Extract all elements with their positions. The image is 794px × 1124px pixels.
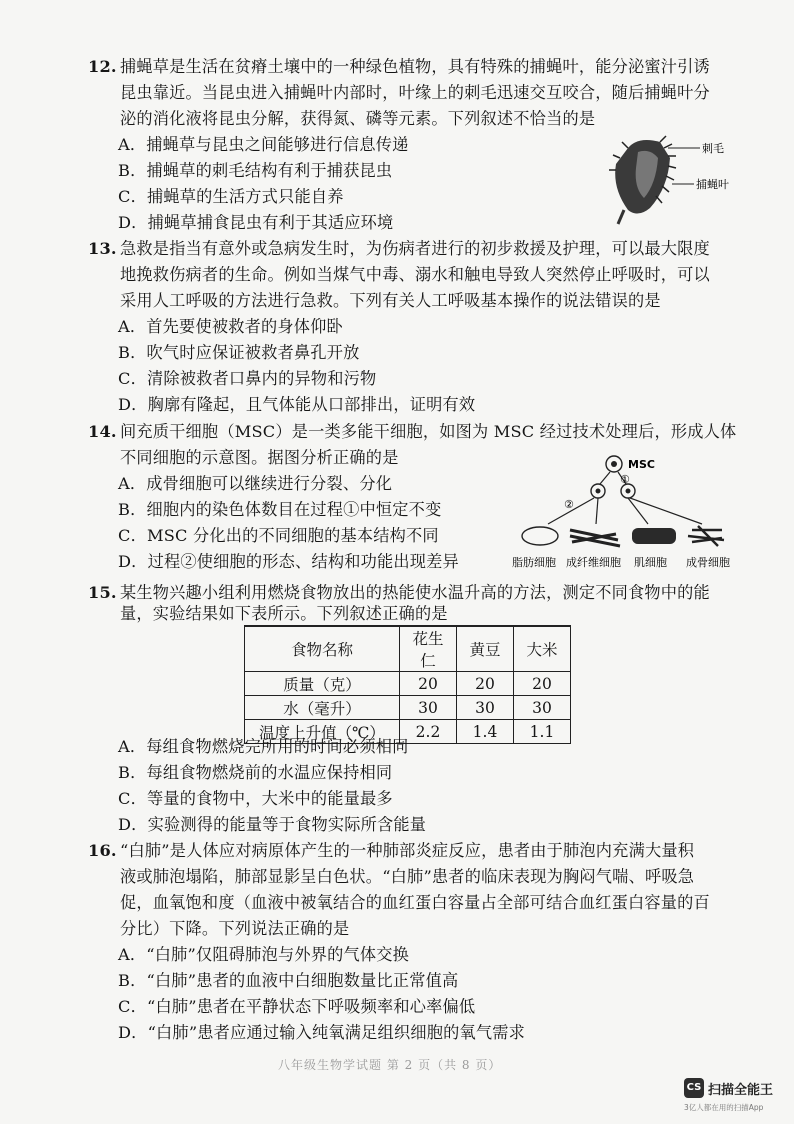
q12-option-a: A．捕蝇草与昆虫之间能够进行信息传递 <box>118 135 409 154</box>
table-cell: 30 <box>457 696 514 720</box>
q16-stem-line-2: 液或肺泡塌陷，肺部显影呈白色状。“白肺”患者的临床表现为胸闷气喘、呼吸急 <box>120 867 695 886</box>
scanner-app-badge <box>684 1078 784 1118</box>
q13-stem-line-3: 采用人工呼吸的方法进行急救。下列有关人工呼吸基本操作的说法错误的是 <box>120 291 661 310</box>
table-cell: 30 <box>514 696 571 720</box>
table-cell: 20 <box>400 672 457 696</box>
q12-option-c: C．捕蝇草的生活方式只能自养 <box>118 187 344 206</box>
q12-option-d: D．捕蝇草捕食昆虫有利于其适应环境 <box>118 213 394 232</box>
q16-option-c: C．“白肺”患者在平静状态下呼吸频率和心率偏低 <box>118 997 476 1016</box>
q14-option-b: B．细胞内的染色体数目在过程①中恒定不变 <box>118 500 442 519</box>
osteoblast-shape <box>688 526 724 546</box>
table-cell: 1.4 <box>457 720 514 744</box>
venus-flytrap-figure <box>598 128 758 226</box>
msc-differentiation-figure <box>508 450 748 572</box>
table-header-cell: 黄豆 <box>457 626 514 672</box>
table-cell: 1.1 <box>514 720 571 744</box>
table-cell: 温度上升值（℃） <box>245 720 400 744</box>
q12-stem-line-3: 泌的消化液将昆虫分解，获得氮、磷等元素。下列叙述不恰当的是 <box>120 109 596 128</box>
scanner-app-name: 扫描全能王 <box>708 1083 774 1098</box>
table-row <box>245 696 571 720</box>
table-row <box>245 672 571 696</box>
q15-stem-line-2: 量，实验结果如下表所示。下列叙述正确的是 <box>120 604 448 623</box>
cell-label-muscle: 肌细胞 <box>634 556 667 569</box>
cell-label-osteoblast: 成骨细胞 <box>686 556 730 569</box>
q13-stem-line-2: 地挽救伤病者的生命。例如当煤气中毒、溺水和触电导致人突然停止呼吸时，可以 <box>120 265 710 284</box>
q13-number: 13. <box>88 239 117 258</box>
q12-number: 12. <box>88 57 117 76</box>
table-header-row <box>245 626 571 672</box>
msc-label: MSC <box>628 458 655 471</box>
q15-option-a: A．每组食物燃烧完所用的时间必须相同 <box>118 737 409 756</box>
table-cell: 20 <box>514 672 571 696</box>
process-2-label: ② <box>564 498 574 511</box>
table-cell: 30 <box>400 696 457 720</box>
q14-option-a: A．成骨细胞可以继续进行分裂、分化 <box>118 474 393 493</box>
q16-number: 16. <box>88 841 117 860</box>
label-spine: 刺毛 <box>702 142 724 155</box>
fibroblast-shape <box>570 530 620 546</box>
q14-number: 14. <box>88 422 117 441</box>
q13-option-c: C．清除被救者口鼻内的异物和污物 <box>118 369 377 388</box>
cell-label-adipocyte: 脂肪细胞 <box>512 556 556 569</box>
table-cell: 2.2 <box>400 720 457 744</box>
q13-option-d: D．胸廓有隆起，且气体能从口部排出，证明有效 <box>118 395 476 414</box>
muscle-cell-shape <box>632 528 676 544</box>
q16-option-d: D．“白肺”患者应通过输入纯氧满足组织细胞的氧气需求 <box>118 1023 526 1042</box>
q13-option-a: A．首先要使被救者的身体仰卧 <box>118 317 343 336</box>
q13-option-b: B．吹气时应保证被救者鼻孔开放 <box>118 343 360 362</box>
food-energy-table <box>244 625 571 744</box>
adipocyte-shape <box>522 527 558 545</box>
q16-option-b: B．“白肺”患者的血液中白细胞数量比正常值高 <box>118 971 459 990</box>
q13-stem-line-1: 急救是指当有意外或急病发生时，为伤病者进行的初步救援及护理，可以最大限度 <box>120 239 710 258</box>
table-cell: 20 <box>457 672 514 696</box>
q15-stem-line-1: 某生物兴趣小组利用燃烧食物放出的热能使水温升高的方法，测定不同食物中的能 <box>120 583 710 602</box>
scanner-app-logo-icon: CS <box>684 1078 704 1098</box>
q12-stem-line-2: 昆虫靠近。当昆虫进入捕蝇叶内部时，叶缘上的刺毛迅速交互咬合，随后捕蝇叶分 <box>120 83 710 102</box>
table-cell: 水（毫升） <box>245 696 400 720</box>
q15-number: 15. <box>88 583 117 602</box>
q14-stem-line-1: 间充质干细胞（MSC）是一类多能干细胞，如图为 MSC 经过技术处理后，形成人体 <box>120 422 737 441</box>
q12-option-b: B．捕蝇草的刺毛结构有利于捕获昆虫 <box>118 161 393 180</box>
q12-stem-line-1: 捕蝇草是生活在贫瘠土壤中的一种绿色植物，具有特殊的捕蝇叶，能分泌蜜汁引诱 <box>120 57 710 76</box>
page-footer: 八年级生物学试题 第 2 页（共 8 页） <box>278 1058 502 1072</box>
process-1-label: ① <box>620 473 630 486</box>
table-header-cell: 花生仁 <box>400 626 457 672</box>
table-cell: 质量（克） <box>245 672 400 696</box>
q14-option-c: C．MSC 分化出的不同细胞的基本结构不同 <box>118 526 439 545</box>
table-header-cell: 食物名称 <box>245 626 400 672</box>
q15-option-b: B．每组食物燃烧前的水温应保持相同 <box>118 763 393 782</box>
cell-label-fibroblast: 成纤维细胞 <box>566 556 621 569</box>
q14-option-d: D．过程②使细胞的形态、结构和功能出现差异 <box>118 552 459 571</box>
q16-stem-line-3: 促，血氧饱和度（血液中被氧结合的血红蛋白容量占全部可结合血红蛋白容量的百 <box>120 893 710 912</box>
q16-stem-line-4: 分比）下降。下列说法正确的是 <box>120 919 350 938</box>
q16-option-a: A．“白肺”仅阻碍肺泡与外界的气体交换 <box>118 945 410 964</box>
table-header-cell: 大米 <box>514 626 571 672</box>
label-leaf: 捕蝇叶 <box>696 178 729 191</box>
flytrap-drawing <box>609 136 676 224</box>
q15-option-c: C．等量的食物中，大米中的能量最多 <box>118 789 393 808</box>
q15-option-d: D．实验测得的能量等于食物实际所含能量 <box>118 815 427 834</box>
q14-stem-line-2: 不同细胞的示意图。据图分析正确的是 <box>120 448 399 467</box>
msc-cell <box>606 456 622 472</box>
scanner-app-tagline: 3亿人都在用的扫描App <box>684 1103 764 1112</box>
q16-stem-line-1: “白肺”是人体应对病原体产生的一种肺部炎症反应，患者由于肺泡内充满大量积 <box>120 841 695 860</box>
